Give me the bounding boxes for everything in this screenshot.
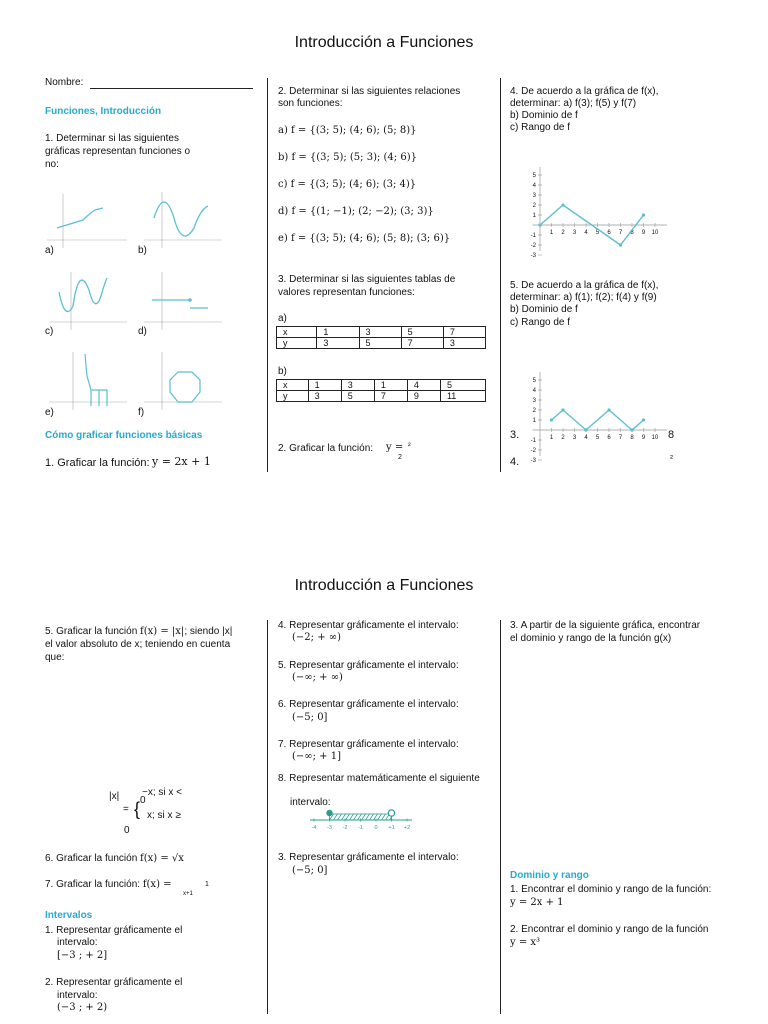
section-funciones-intro: Funciones, Introducción (45, 106, 162, 117)
g1-text: 1. Graficar la función: (45, 457, 150, 469)
abs-label: |x| (109, 791, 120, 802)
table-cell: 3 (443, 338, 485, 349)
p2-q3-line2: (−5; 0] (292, 865, 328, 876)
y-tick-label: 2 (532, 203, 536, 209)
table-a-label: a) (278, 313, 287, 324)
q5-line1: 5. De acuerdo a la gráfica de f(x), (510, 280, 659, 291)
p2-q7-math: f(x) = (142, 879, 172, 890)
p2-item7-l2: (−∞; + 1] (292, 751, 341, 762)
hatch-line (362, 814, 366, 820)
p2-q7-num: 1 (205, 881, 209, 888)
g2-superscript: ² (408, 441, 411, 450)
q3-line2: valores representan funciones: (278, 287, 415, 298)
y-tick-label: 5 (532, 378, 536, 384)
table-cell: 7 (443, 327, 485, 338)
section-graficar-basicas: Cómo graficar funciones básicas (45, 430, 203, 441)
graph-e (45, 350, 130, 416)
table-b-label: b) (278, 366, 287, 377)
p2-q7-text: 7. Graficar la función: (45, 879, 141, 890)
table-cell: 3 (308, 391, 341, 402)
abs-eq: = (123, 804, 129, 815)
graph-f1 (510, 140, 680, 265)
hatch-line (358, 814, 362, 820)
g1-math: y = 2x + 1 (152, 455, 211, 468)
p2-q8-line2: intervalo: (290, 797, 331, 808)
page1-title: Introducción a Funciones (294, 34, 474, 51)
abs-case2: x; si x ≥ (147, 810, 181, 821)
closed-endpoint (326, 810, 332, 816)
q2-line1: 2. Determinar si las siguientes relaciones (278, 86, 461, 97)
graph-label-e: e) (45, 407, 54, 418)
hatch-line (370, 814, 374, 820)
x-tick-label: 5 (595, 435, 600, 441)
graph-label-b: b) (138, 245, 147, 256)
y-tick-label: 2 (532, 408, 536, 414)
table-cell: 5 (341, 391, 374, 402)
d1-line1: 1. Encontrar el dominio y rango de la función: (510, 884, 712, 895)
table-row (277, 391, 486, 402)
table-cell: 7 (401, 338, 443, 349)
p2-q7 (45, 879, 172, 891)
table-cell: 5 (440, 380, 485, 391)
data-point (630, 428, 633, 431)
y-tick-label: 4 (532, 388, 536, 394)
data-point (619, 243, 622, 246)
number-line-tick-label: +1 (388, 825, 395, 831)
graph-label-a: a) (45, 245, 54, 256)
relation-e: e) f = {(3; 5); (4; 6); (5; 8); (3; 6)} (278, 233, 451, 244)
i1-line2: intervalo: (57, 937, 98, 948)
q4-line2: determinar: a) f(3); f(5) y f(7) (510, 98, 637, 109)
p2-item4-l1: 4. Representar gráficamente el intervalo: (278, 620, 459, 631)
p2-c3-q3-line2: el dominio y rango de la función g(x) (510, 633, 672, 644)
number-line-tick-label: -3 (327, 825, 332, 831)
brace-icon: { (134, 799, 141, 819)
x-tick-label: 4 (584, 435, 588, 441)
column-divider (500, 78, 501, 472)
table-cell: x (277, 327, 317, 338)
data-point (561, 408, 564, 411)
table-cell: 3 (359, 327, 401, 338)
q4-line1: 4. De acuerdo a la gráfica de f(x), (510, 86, 659, 97)
number-line-tick-label: -1 (358, 825, 363, 831)
item-3-right: 8 (668, 429, 675, 441)
graph-d (140, 270, 225, 336)
data-point (584, 428, 587, 431)
hatch-line (334, 814, 338, 820)
q1-line3: no: (45, 159, 59, 170)
p2-q5-line1 (45, 626, 232, 638)
nombre-field[interactable] (90, 88, 253, 89)
graph-label-c: c) (45, 326, 54, 337)
hatch-line (350, 814, 354, 820)
x-tick-label: 5 (595, 230, 600, 236)
item-3: 3. (510, 429, 520, 441)
page2-title: Introducción a Funciones (294, 577, 474, 594)
data-point (607, 408, 610, 411)
y-tick-label: -2 (530, 243, 536, 249)
x-tick-label: 2 (561, 435, 565, 441)
table-cell: 4 (407, 380, 440, 391)
open-endpoint (388, 810, 394, 816)
table-cell: 7 (374, 391, 407, 402)
section-intervalos: Intervalos (45, 910, 93, 921)
d1-math: y = 2x + 1 (510, 897, 564, 908)
hatch-line (374, 814, 378, 820)
p2-q8-line1: 8. Representar matemáticamente el siguiente (278, 773, 480, 784)
number-line-tick-label: 0 (374, 825, 378, 831)
p2-item5-l2: (−∞; + ∞) (292, 672, 343, 683)
y-tick-label: -1 (530, 233, 536, 239)
table-cell: 1 (374, 380, 407, 391)
hatch-line (378, 814, 382, 820)
number-line-tick-label: +2 (403, 825, 411, 831)
y-tick-label: -3 (530, 458, 536, 464)
x-tick-label: 8 (630, 230, 634, 236)
y-tick-label: 3 (532, 398, 536, 404)
graph-a (45, 188, 130, 254)
p2-q5-line2: el valor absoluto de x; teniendo en cuenta (45, 639, 231, 650)
x-tick-label: 9 (641, 230, 646, 236)
y-tick-label: -3 (530, 253, 536, 259)
i1-math: [−3 ; + 2] (57, 950, 108, 961)
data-point (550, 418, 553, 421)
p2-q7-den: x+1 (183, 891, 193, 897)
series-line (552, 410, 644, 430)
table-row (277, 380, 486, 391)
p2-q6-text: 6. Graficar la función (45, 853, 138, 864)
i2-line1: 2. Representar gráficamente el (45, 977, 183, 988)
x-tick-label: 6 (607, 230, 611, 236)
relation-c: c) f = {(3; 5); (4; 6); (3; 4)} (278, 179, 417, 190)
table-cell: 1 (317, 327, 359, 338)
y-tick-label: 3 (532, 193, 536, 199)
x-tick-label: 10 (651, 435, 659, 441)
q4-line3: b) Dominio de f (510, 110, 578, 121)
data-point (561, 203, 564, 206)
table-cell: x (277, 380, 309, 391)
graph-c (45, 270, 130, 336)
abs-case1: −x; si x < (142, 787, 183, 798)
x-tick-label: 1 (549, 230, 554, 236)
x-tick-label: 10 (651, 230, 659, 236)
x-tick-label: 9 (641, 435, 646, 441)
number-line-tick-label: -4 (311, 825, 317, 831)
data-point (642, 418, 645, 421)
hatch-line (366, 814, 370, 820)
abs-zero1: 0 (140, 795, 146, 806)
abs-zero2: 0 (124, 825, 130, 836)
hatch-line (338, 814, 342, 820)
d2-line1: 2. Encontrar el dominio y rango de la función (510, 924, 709, 935)
item-4: 4. (510, 456, 520, 468)
nombre-label: Nombre: (45, 77, 84, 88)
d2-math: y = x³ (510, 937, 541, 948)
x-tick-label: 4 (584, 230, 588, 236)
y-tick-label: 5 (532, 173, 536, 179)
number-line-tick-label: -2 (342, 825, 348, 831)
p2-item5-l1: 5. Representar gráficamente el intervalo: (278, 660, 459, 671)
relation-b: b) f = {(3; 5); (5; 3); (4; 6)} (278, 152, 417, 163)
table-cell: y (277, 391, 309, 402)
y-tick-label: 1 (532, 418, 536, 424)
data-point (538, 223, 541, 226)
p2-item6-l1: 6. Representar gráficamente el intervalo: (278, 699, 459, 710)
p2-q5-line3: que: (45, 652, 65, 663)
table-cell: 9 (407, 391, 440, 402)
item-4-right: ² (670, 453, 673, 463)
y-tick-label: -2 (530, 448, 536, 454)
column-divider (267, 620, 268, 1014)
y-tick-label: 4 (532, 183, 536, 189)
p2-item7-l1: 7. Representar gráficamente el intervalo: (278, 739, 459, 750)
column-divider (500, 620, 501, 1014)
p2-item4-l2: (−2; + ∞) (292, 632, 341, 643)
i2-line2: intervalo: (57, 990, 98, 1001)
x-tick-label: 2 (561, 230, 565, 236)
i2-math: (−3 ; + 2) (57, 1002, 108, 1013)
q1-line2: gráficas representan funciones o (45, 146, 191, 157)
table-cell: 3 (341, 380, 374, 391)
p2-q3-line1: 3. Representar gráficamente el intervalo: (278, 852, 459, 863)
g2-denominator: 2 (398, 454, 402, 461)
q3-line1: 3. Determinar si las siguientes tablas de (278, 274, 456, 285)
x-tick-label: 6 (607, 435, 611, 441)
table-cell: 1 (308, 380, 341, 391)
q2-line2: son funciones: (278, 98, 343, 109)
table-cell: 5 (401, 327, 443, 338)
q5-line3: b) Dominio de f (510, 304, 578, 315)
g2-math: y = (386, 442, 404, 453)
x-tick-label: 7 (618, 230, 623, 236)
p2-q5-math: f(x) = |x| (140, 626, 185, 637)
p2-item6-l2: (−5; 0] (292, 712, 328, 723)
data-point (642, 213, 645, 216)
column-divider (267, 78, 268, 472)
g2-text: 2. Graficar la función: (278, 443, 374, 454)
table-cell: 5 (359, 338, 401, 349)
x-tick-label: 7 (618, 435, 623, 441)
table-cell: 3 (317, 338, 359, 349)
graph-label-f: f) (138, 407, 145, 418)
section-dominio-rango: Dominio y rango (510, 870, 589, 881)
relation-a: a) f = {(3; 5); (4; 6); (5; 8)} (278, 125, 417, 136)
relation-d: d) f = {(1; −1); (2; −2); (3; 3)} (278, 206, 434, 217)
x-tick-label: 8 (630, 435, 634, 441)
graph-f2 (510, 345, 680, 470)
x-tick-label: 3 (572, 435, 577, 441)
table-b (276, 379, 486, 402)
q5-line2: determinar: a) f(1); f(2); f(4) y f(9) (510, 292, 657, 303)
q1-line1: 1. Determinar si las siguientes (45, 133, 179, 144)
y-tick-label: -1 (530, 438, 536, 444)
x-tick-label: 1 (549, 435, 554, 441)
p2-q5-text-b: ; siendo |x| (184, 626, 233, 637)
q5-line4: c) Rango de f (510, 317, 571, 328)
y-tick-label: 1 (532, 213, 536, 219)
p2-q5-text: 5. Graficar la función (45, 626, 138, 637)
axes (530, 372, 668, 456)
number-line (308, 806, 414, 834)
hatch-line (354, 814, 358, 820)
axes (530, 167, 668, 251)
p2-q6-math: f(x) = √x (140, 853, 184, 864)
graph-b (140, 188, 225, 254)
p2-q6 (45, 853, 184, 865)
table-row (277, 338, 486, 349)
table-a (276, 326, 486, 349)
table-cell: 11 (440, 391, 485, 402)
hatch-line (382, 814, 386, 820)
hatch-line (346, 814, 350, 820)
graph-f (140, 350, 225, 416)
q4-line4: c) Rango de f (510, 122, 571, 133)
x-tick-label: 3 (572, 230, 577, 236)
table-cell: y (277, 338, 317, 349)
graph-label-d: d) (138, 326, 147, 337)
i1-line1: 1. Representar gráficamente el (45, 925, 183, 936)
p2-c3-q3-line1: 3. A partir de la siguiente gráfica, encontrar (510, 620, 701, 631)
table-row (277, 327, 486, 338)
